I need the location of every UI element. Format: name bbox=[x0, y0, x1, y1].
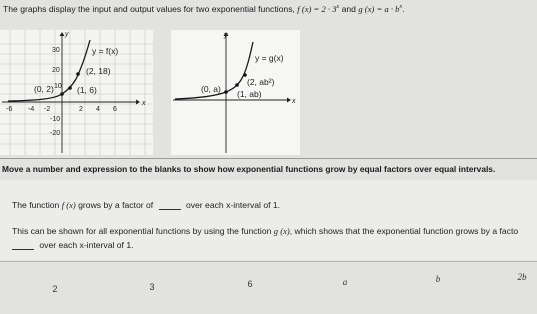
answer-tiles bbox=[0, 262, 537, 314]
instruction-prompt: Move a number and expression to the blanks to show how exponential functions grow by equal factors over equal intervals. bbox=[2, 164, 496, 174]
blank-factor[interactable] bbox=[159, 200, 181, 210]
axis-label-y-g: y bbox=[224, 32, 228, 39]
tick-y-20: 20 bbox=[52, 67, 60, 74]
axis-label-y: y bbox=[65, 31, 69, 38]
graph-g bbox=[171, 30, 300, 155]
intro-and: and bbox=[341, 4, 356, 14]
divider-top bbox=[0, 158, 537, 159]
blank-expression[interactable] bbox=[12, 240, 34, 250]
tick-x-2: 2 bbox=[79, 106, 83, 113]
tile-3[interactable]: 3 bbox=[149, 282, 155, 292]
tick-y-30: 30 bbox=[52, 47, 60, 54]
sentence-2: This can be shown for all exponential functions by using the function g (x), which shows that the exponential function grows by a facto bbox=[12, 226, 519, 236]
point-label-1-6: (1, 6) bbox=[77, 85, 97, 95]
point-label-2-ab2: (2, ab²) bbox=[247, 77, 275, 87]
tick-y-10: 10 bbox=[54, 83, 62, 90]
tile-2[interactable]: 2 bbox=[52, 284, 58, 294]
point-label-1-ab: (1, ab) bbox=[237, 89, 262, 99]
tile-2b[interactable]: 2b bbox=[517, 272, 527, 282]
tick-x-neg6: -6 bbox=[6, 106, 13, 113]
point-label-0-a: (0, a) bbox=[201, 84, 221, 94]
func-label-g: y = g(x) bbox=[255, 53, 284, 63]
func-label-f: y = f(x) bbox=[92, 46, 119, 56]
point-label-0-2: (0, 2) bbox=[34, 84, 54, 94]
tile-b[interactable]: b bbox=[435, 274, 441, 284]
axis-label-x-g: x bbox=[292, 98, 296, 105]
tile-a[interactable]: a bbox=[342, 277, 348, 287]
g-definition: g $(x) = a \cdot b^x$ bbox=[358, 4, 403, 14]
tick-y-neg10: -10 bbox=[50, 116, 61, 123]
tick-x-neg4: -4 bbox=[28, 106, 35, 113]
f-definition: f $(x) = 2 \cdot 3^x$ bbox=[297, 4, 340, 14]
tick-x-neg2: -2 bbox=[44, 106, 51, 113]
axis-label-x: x bbox=[142, 100, 146, 107]
point-label-2-18: (2, 18) bbox=[86, 66, 111, 76]
graph-f bbox=[0, 30, 153, 155]
tick-x-6: 6 bbox=[113, 106, 117, 113]
tile-6[interactable]: 6 bbox=[247, 279, 253, 289]
sentence-3: over each x-interval of 1. bbox=[12, 240, 134, 250]
sentence-1: The function f (x) grows by a factor of over each x-interval of 1. bbox=[12, 200, 281, 210]
intro-text-start: The graphs display the input and output values for two exponential functions, bbox=[3, 4, 295, 14]
tick-x-4: 4 bbox=[96, 106, 100, 113]
intro-text: The graphs display the input and output values for two exponential functions, f $(x) = 2 \cdot 3^x$ and g $(x) = a \cdot b^x$. bbox=[3, 4, 405, 14]
tick-y-neg20: -20 bbox=[50, 130, 61, 137]
